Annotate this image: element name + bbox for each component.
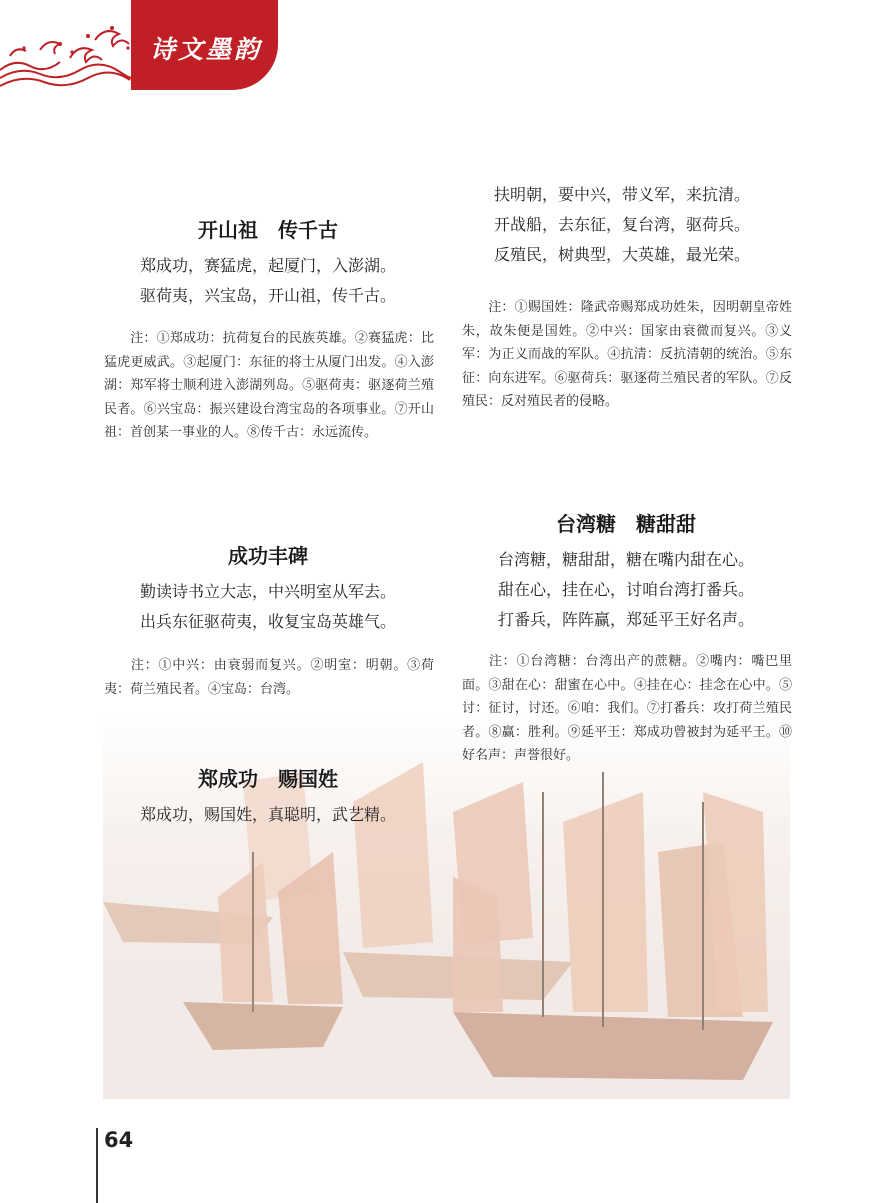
poem-kaishanzu	[118, 214, 418, 311]
note-text: 注：①赐国姓：隆武帝赐郑成功姓朱，因明朝皇帝姓朱，故朱便是国姓。②中兴：国家由衰微而复兴。③义军：为正义而战的军队。④抗清：反抗清朝的统治。⑤东征：向东进军。⑥驱荷兵：驱逐荷兰殖民者的军队。⑦反殖民：反对殖民者的侵略。	[462, 300, 792, 409]
poem-title: 郑成功 赐国姓	[198, 767, 338, 791]
page-number: 64	[104, 1128, 134, 1152]
poem-line: 郑成功，赛猛虎，起厦门，入澎湖。	[139, 256, 396, 275]
poem-cigoxing-continued	[472, 180, 772, 270]
poem-line: 勤读诗书立大志，中兴明室从军去。	[139, 582, 396, 601]
poem-chenggong	[118, 540, 418, 637]
note-text: 注：①中兴：由衰弱而复兴。②明室：明朝。③荷夷：荷兰殖民者。④宝岛：台湾。	[104, 658, 434, 697]
note-taiwantang	[462, 650, 792, 768]
poem-line: 出兵东征驱荷夷，收复宝岛英雄气。	[139, 612, 396, 631]
poem-title: 台湾糖 糖甜甜	[556, 512, 696, 536]
poem-line: 扶明朝，要中兴，带义军，来抗清。	[493, 185, 750, 204]
header-title: 诗文墨韵	[150, 35, 263, 64]
poem-line: 打番兵，阵阵赢，郑延平王好名声。	[497, 610, 754, 629]
poem-cigoxing	[118, 763, 418, 830]
wave-ornament	[0, 0, 140, 92]
poem-line: 开战船，去东征，复台湾，驱荷兵。	[493, 215, 750, 234]
poem-line: 反殖民，树典型，大英雄，最光荣。	[493, 245, 750, 264]
poem-title: 开山祖 传千古	[198, 218, 338, 242]
note-chenggong	[104, 654, 434, 701]
note-text: 注：①台湾糖：台湾出产的蔗糖。②嘴内：嘴巴里面。③甜在心：甜蜜在心中。④挂在心：挂念在心中。⑤讨：征讨，讨还。⑥咱：我们。⑦打番兵：攻打荷兰殖民者。⑧赢：胜利。⑨延平王：郑成功曾被封为延平王。⑩好名声：声誉很好。	[462, 654, 792, 763]
poem-taiwantang	[476, 508, 776, 635]
poem-line: 台湾糖，糖甜甜，糖在嘴内甜在心。	[497, 550, 754, 569]
poem-line: 郑成功，赐国姓，真聪明，武艺精。	[139, 805, 396, 824]
note-cigoxing	[462, 296, 792, 414]
poem-line: 甜在心，挂在心，讨咱台湾打番兵。	[497, 580, 754, 599]
note-kaishanzu	[104, 327, 434, 445]
poem-title: 成功丰碑	[228, 544, 308, 568]
note-text: 注：①郑成功：抗荷复台的民族英雄。②赛猛虎：比猛虎更威武。③起厦门：东征的将士从厦门出发。④入澎湖：郑军将士顺利进入澎湖列岛。⑤驱荷夷：驱逐荷兰殖民者。⑥兴宝岛：振兴建设台湾宝岛的各项事业。⑦开山祖：首创某一事业的人。⑧传千古：永远流传。	[104, 331, 434, 440]
poem-line: 驱荷夷，兴宝岛，开山祖，传千古。	[139, 286, 396, 305]
page-number-rule	[96, 1128, 98, 1203]
